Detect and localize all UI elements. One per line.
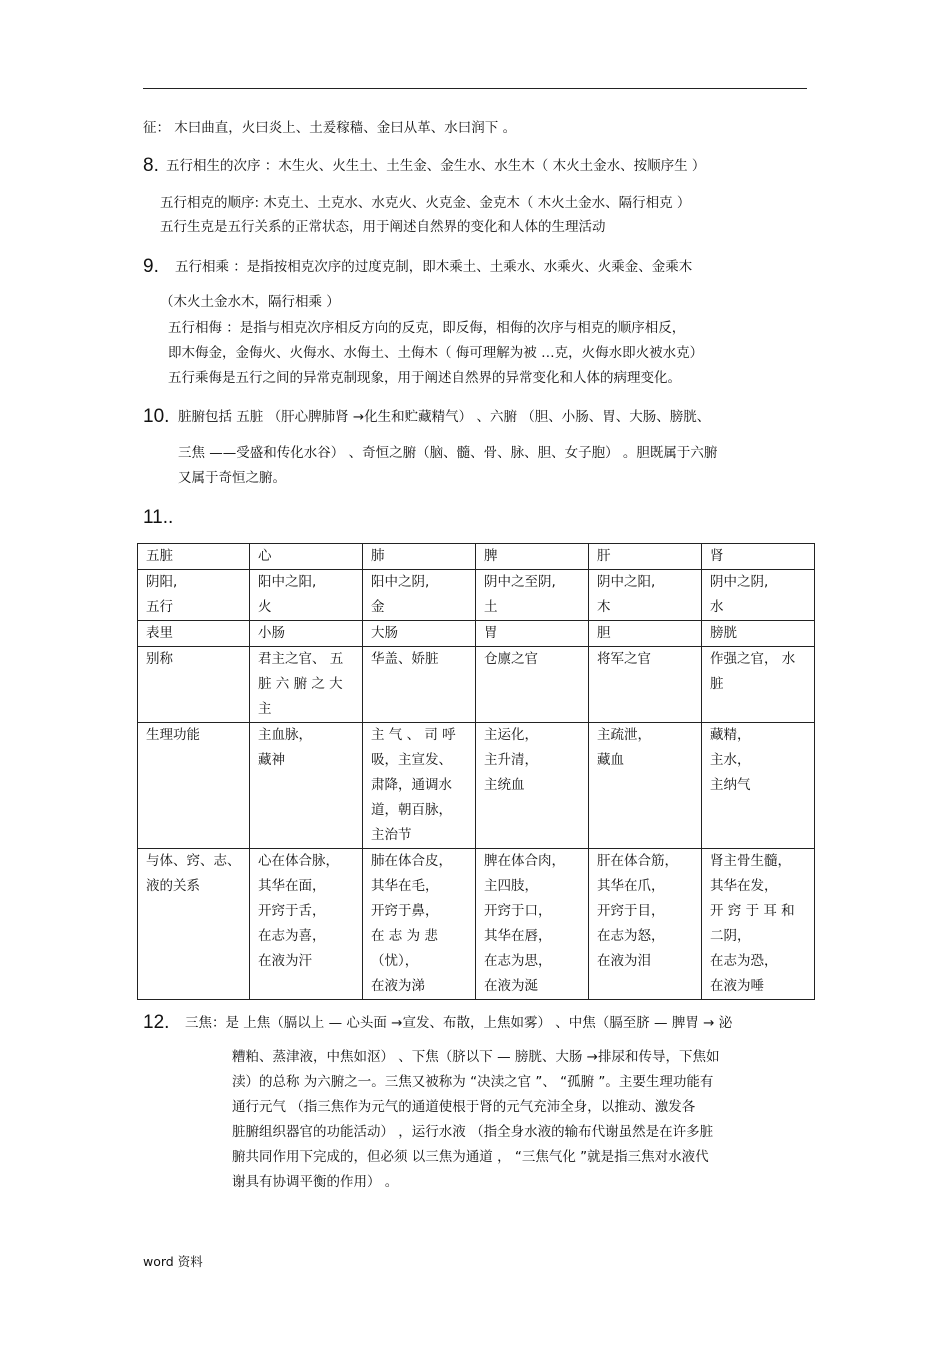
page-footer: word 资料 — [143, 1254, 203, 1269]
text-line: 征： 木曰曲直，火曰炎上、土爰稼穑、金曰从革、水曰润下 。 — [143, 120, 517, 136]
table-cell: 肾 — [702, 544, 815, 570]
text-line: 即木侮金，金侮火、火侮水、水侮土、土侮木（ 侮可理解为被 …克，火侮水即火被水克） — [168, 345, 704, 361]
table-cell: 胃 — [476, 621, 589, 647]
table-cell: 主运化， 主升清， 主统血 — [476, 723, 589, 849]
table-cell: 生理功能 — [138, 723, 250, 849]
text-line: 五行乘侮是五行之间的异常克制现象，用于阐述自然界的异常变化和人体的病理变化。 — [168, 370, 681, 386]
text-line: 五行相生的次序 ：木生火、火生土、土生金、金生水、水生木（ 木火土金水、按顺序生 ） — [166, 158, 706, 174]
table-cell: 阴中之阴, 水 — [702, 570, 815, 621]
table-cell: 与体、窍、志、 液的关系 — [138, 849, 250, 1000]
table-row — [138, 570, 815, 621]
table-cell: 阴中之阳, 木 — [589, 570, 702, 621]
text-line: 五行生克是五行关系的正常状态，用于阐述自然界的变化和人体的生理活动 — [160, 219, 606, 235]
table-cell: 肺 — [363, 544, 476, 570]
table-cell: 仓廪之官 — [476, 647, 589, 723]
item-number: 10. — [143, 406, 170, 427]
table-cell: 肺在体合皮， 其华在毛， 开窍于鼻， 在 志 为 悲 （忧）， 在液为涕 — [363, 849, 476, 1000]
table-cell: 阳中之阳, 火 — [250, 570, 363, 621]
text-line: （木火土金水木，隔行相乘 ） — [160, 294, 340, 310]
table-cell: 脾 — [476, 544, 589, 570]
text-line: 糟粕、蒸津液，中焦如沤） 、下焦（脐以下 — 膀胱、大肠 →排尿和传导，下焦如 — [232, 1049, 720, 1065]
text-line: 三焦：是 上焦（膈以上 — 心头面 →宣发、布散，上焦如雾） 、中焦（膈至脐 — 脾胃 → 泌 — [185, 1015, 733, 1031]
table-cell: 心 — [250, 544, 363, 570]
text-line: 渎）的总称 为六腑之一。三焦又被称为 “决渎之官 ”、 “孤腑 ”。主要生理功能有 — [232, 1074, 714, 1090]
table-cell: 主疏泄， 藏血 — [589, 723, 702, 849]
table-cell: 主血脉， 藏神 — [250, 723, 363, 849]
table-cell: 肾主骨生髓， 其华在发， 开 窍 于 耳 和 二阴， 在志为恐， 在液为唾 — [702, 849, 815, 1000]
item-number: 11.. — [143, 507, 174, 528]
table-cell: 小肠 — [250, 621, 363, 647]
table-cell: 脾在体合肉， 主四肢， 开窍于口， 其华在唇， 在志为思， 在液为涎 — [476, 849, 589, 1000]
table-row — [138, 723, 815, 849]
table-row — [138, 621, 815, 647]
organ-table — [137, 543, 815, 1000]
text-line: 谢具有协调平衡的作用） 。 — [232, 1174, 399, 1190]
text-line: 五行相乘 ：是指按相克次序的过度克制，即木乘土、土乘水、水乘火、火乘金、金乘木 — [175, 259, 693, 275]
text-line: 又属于奇恒之腑。 — [178, 470, 286, 486]
text-line: 腑共同作用下完成的，但必须 以三焦为通道 ， “三焦气化 ”就是指三焦对水液代 — [232, 1149, 709, 1165]
table-cell: 阳中之阴, 金 — [363, 570, 476, 621]
table-row — [138, 647, 815, 723]
table-cell: 别称 — [138, 647, 250, 723]
table-row — [138, 849, 815, 1000]
table-cell: 大肠 — [363, 621, 476, 647]
text-line: 脏腑包括 五脏 （肝心脾肺肾 →化生和贮藏精气） 、六腑 （胆、小肠、胃、大肠、膀胱、 — [178, 409, 711, 425]
table-cell: 阴中之至阴, 土 — [476, 570, 589, 621]
text-line: 三焦 ——受盛和传化水谷） 、奇恒之腑（脑、髓、骨、脉、胆、女子胞） 。胆既属于六腑 — [178, 445, 718, 461]
table-cell: 华盖、娇脏 — [363, 647, 476, 723]
header-rule — [143, 88, 807, 89]
table-cell: 藏精， 主水， 主纳气 — [702, 723, 815, 849]
text-line: 脏腑组织器官的功能活动） ，运行水液 （指全身水液的输布代谢虽然是在许多脏 — [232, 1124, 714, 1140]
table-cell: 心在体合脉， 其华在面， 开窍于舌， 在志为喜， 在液为汗 — [250, 849, 363, 1000]
table-cell: 君主之官、 五 脏 六 腑 之 大 主 — [250, 647, 363, 723]
table-cell: 膀胱 — [702, 621, 815, 647]
table-cell: 肝 — [589, 544, 702, 570]
table-cell: 五脏 — [138, 544, 250, 570]
table-cell: 胆 — [589, 621, 702, 647]
table-cell: 主 气 、 司 呼 吸，主宣发、 肃降，通调水 道，朝百脉， 主治节 — [363, 723, 476, 849]
item-number: 12. — [143, 1012, 170, 1033]
item-number: 9. — [143, 256, 159, 277]
table-cell: 表里 — [138, 621, 250, 647]
table-cell: 将军之官 — [589, 647, 702, 723]
text-line: 通行元气 （指三焦作为元气的通道使根于肾的元气充沛全身，以推动、激发各 — [232, 1099, 696, 1115]
table-cell: 作强之官， 水 脏 — [702, 647, 815, 723]
table-cell: 阴阳, 五行 — [138, 570, 250, 621]
text-line: 五行相侮 ：是指与相克次序相反方向的反克，即反侮，相侮的次序与相克的顺序相反， — [168, 320, 686, 336]
text-line: 五行相克的顺序: 木克土、土克水、水克火、火克金、金克木（ 木火土金水、隔行相克 ） — [160, 195, 691, 211]
table-row — [138, 544, 815, 570]
item-number: 8. — [143, 155, 159, 176]
table-cell: 肝在体合筋， 其华在爪， 开窍于目， 在志为怒， 在液为泪 — [589, 849, 702, 1000]
